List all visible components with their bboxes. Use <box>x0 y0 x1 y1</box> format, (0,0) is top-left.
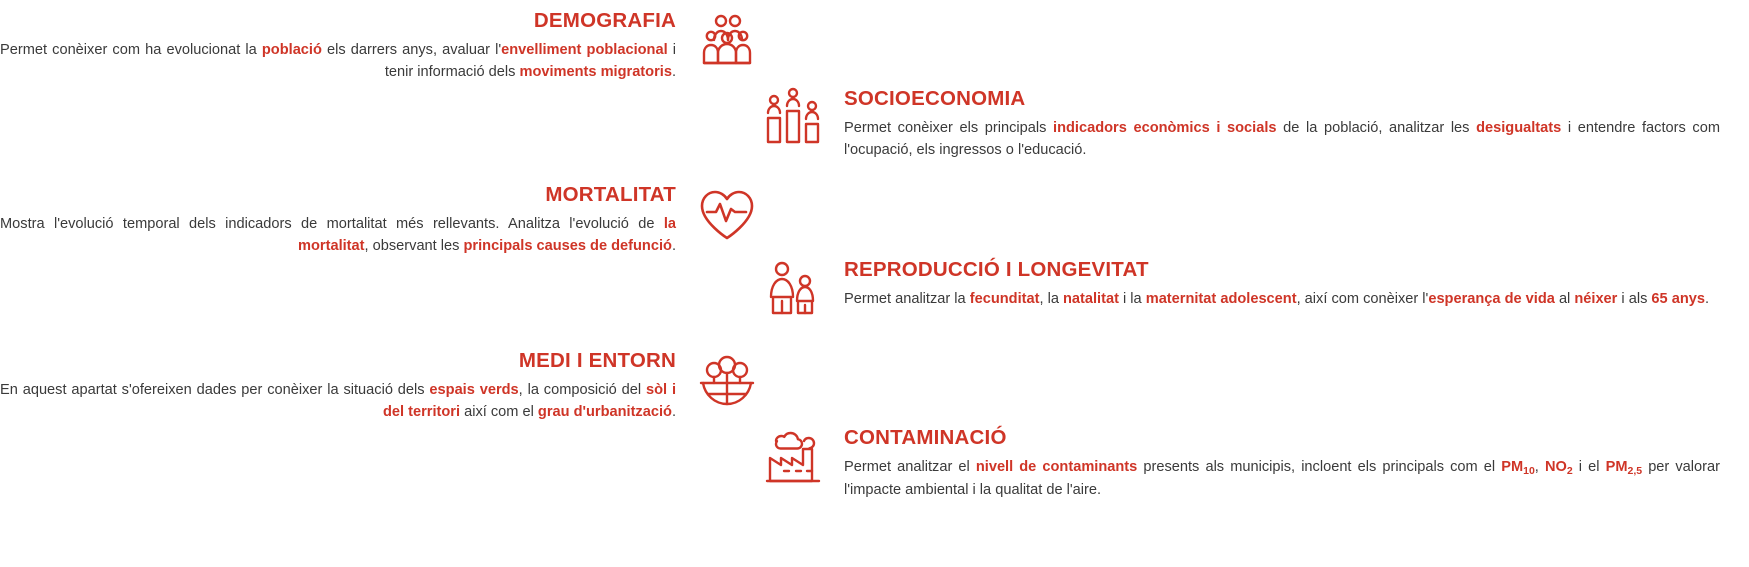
parent-child-icon <box>760 257 826 323</box>
section-description-mortalitat: Mostra l'evolució temporal dels indicadors de mortalitat més rellevants. Analitza l'evolució de la mortalitat, observant les principals causes de defunció. <box>0 216 676 254</box>
section-text-mortalitat <box>0 182 694 257</box>
section-text-medi <box>0 348 694 423</box>
section-text-contaminacio <box>826 425 1720 501</box>
section-contaminacio <box>760 425 1720 501</box>
section-title-medi: MEDI I ENTORN <box>518 349 676 372</box>
section-text-reproduccio <box>826 257 1720 311</box>
section-description-reproduccio: Permet analitzar la fecunditat, la natalitat i la maternitat adolescent, així com conèixer l'esperança de vida al néixer i als 65 anys. <box>844 291 1710 307</box>
section-medi-entorn <box>0 348 760 423</box>
section-title-socioeconomia: SOCIOECONOMIA <box>844 87 1026 110</box>
section-title-demografia: DEMOGRAFIA <box>533 9 676 32</box>
section-description-contaminacio: Permet analitzar el nivell de contaminants presents als municipis, incloent els principals com el $PM_{10}$, $NO_2$ i el $PM_{2,5}$ per valorar l'impacte ambiental i la qualitat de l'aire. <box>844 459 1720 498</box>
section-description-medi: En aquest apartat s'ofereixen dades per conèixer la situació dels espais verds, la composició del sòl i del territori així com el grau d'urbanització. <box>0 382 676 420</box>
section-title-mortalitat: MORTALITAT <box>545 183 676 206</box>
section-title-contaminacio: CONTAMINACIÓ <box>844 426 1007 449</box>
section-reproduccio-longevitat <box>760 257 1720 323</box>
section-demografia <box>0 8 760 83</box>
section-description-demografia: Permet conèixer com ha evolucionat la població els darrers anys, avaluar l'envelliment poblacional i tenir informació dels moviments migratoris. <box>0 42 676 80</box>
section-title-reproduccio: REPRODUCCIÓ I LONGEVITAT <box>844 258 1149 281</box>
heart-pulse-icon <box>694 182 760 248</box>
section-text-demografia <box>0 8 694 83</box>
globe-trees-icon <box>694 348 760 414</box>
section-socioeconomia <box>760 86 1720 161</box>
bar-people-icon <box>760 86 826 152</box>
section-text-socioeconomia <box>826 86 1720 161</box>
people-group-icon <box>694 8 760 74</box>
section-description-socioeconomia: Permet conèixer els principals indicadors econòmics i socials de la població, analitzar les desigualtats i entendre factors com l'ocupació, els ingressos o l'educació. <box>844 120 1721 158</box>
section-mortalitat <box>0 182 760 257</box>
factory-smoke-icon <box>760 425 826 491</box>
